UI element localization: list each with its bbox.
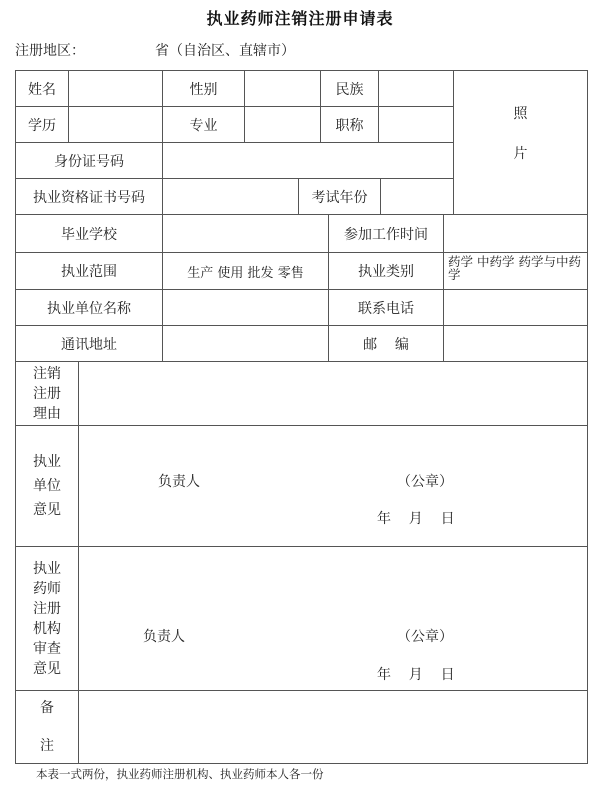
gender-label: 性别 — [162, 70, 245, 107]
work-start-label: 参加工作时间 — [328, 214, 444, 253]
unit-opinion-label: 执业 单位 意见 — [15, 425, 79, 547]
education-field[interactable] — [68, 106, 163, 143]
title-field[interactable] — [378, 106, 454, 143]
address-label: 通讯地址 — [15, 325, 163, 362]
ethnicity-field[interactable] — [378, 70, 454, 107]
cert-number-label: 执业资格证书号码 — [15, 178, 163, 215]
unit-responsible-label: 负责人 — [158, 474, 200, 490]
agency-responsible-label: 负责人 — [143, 629, 185, 645]
name-field[interactable] — [68, 70, 163, 107]
photo-label-2: 片 — [513, 145, 528, 162]
ethnicity-label: 民族 — [320, 70, 379, 107]
registration-region — [15, 40, 295, 60]
work-start-field[interactable] — [443, 214, 588, 253]
footer-note: 本表一式两份，执业药师注册机构、执业药师本人各一份 — [36, 767, 324, 781]
school-label: 毕业学校 — [15, 214, 163, 253]
unit-date-label: 年 月 日 — [377, 511, 455, 527]
unit-seal-label: （公章） — [397, 474, 453, 490]
region-suffix: 省（自治区、直辖市） — [155, 43, 295, 59]
school-field[interactable] — [162, 214, 329, 253]
cert-number-field[interactable] — [162, 178, 299, 215]
unit-name-field[interactable] — [162, 289, 329, 326]
photo-box — [453, 70, 588, 215]
major-field[interactable] — [244, 106, 321, 143]
scope-label: 执业范围 — [15, 252, 163, 290]
scope-options[interactable]: 生产 使用 批发 零售 — [162, 252, 329, 290]
remarks-label: 备 注 — [15, 690, 79, 764]
major-label: 专业 — [162, 106, 245, 143]
name-label: 姓名 — [15, 70, 69, 107]
agency-date-label: 年 月 日 — [377, 667, 455, 683]
region-label: 注册地区： — [15, 43, 85, 59]
exam-year-field[interactable] — [380, 178, 454, 215]
phone-field[interactable] — [443, 289, 588, 326]
reason-label: 注销 注册 理由 — [15, 361, 79, 426]
postcode-field[interactable] — [443, 325, 588, 362]
category-label: 执业类别 — [328, 252, 444, 290]
address-field[interactable] — [162, 325, 329, 362]
category-options[interactable]: 药学 中药学 药学与中药学 — [443, 252, 588, 290]
reason-field[interactable] — [78, 361, 588, 426]
id-number-label: 身份证号码 — [15, 142, 163, 179]
remarks-field[interactable] — [78, 690, 588, 764]
exam-year-label: 考试年份 — [298, 178, 381, 215]
agency-opinion-field[interactable] — [78, 546, 588, 691]
education-label: 学历 — [15, 106, 69, 143]
unit-name-label: 执业单位名称 — [15, 289, 163, 326]
postcode-label: 邮 编 — [328, 325, 444, 362]
title-label: 职称 — [320, 106, 379, 143]
agency-opinion-label: 执业 药师 注册 机构 审查 意见 — [15, 546, 79, 691]
phone-label: 联系电话 — [328, 289, 444, 326]
photo-label-1: 照 — [513, 105, 528, 122]
unit-opinion-field[interactable] — [78, 425, 588, 547]
agency-seal-label: （公章） — [397, 629, 453, 645]
gender-field[interactable] — [244, 70, 321, 107]
form-title: 执业药师注销注册申请表 — [206, 9, 394, 28]
id-number-field[interactable] — [162, 142, 454, 179]
